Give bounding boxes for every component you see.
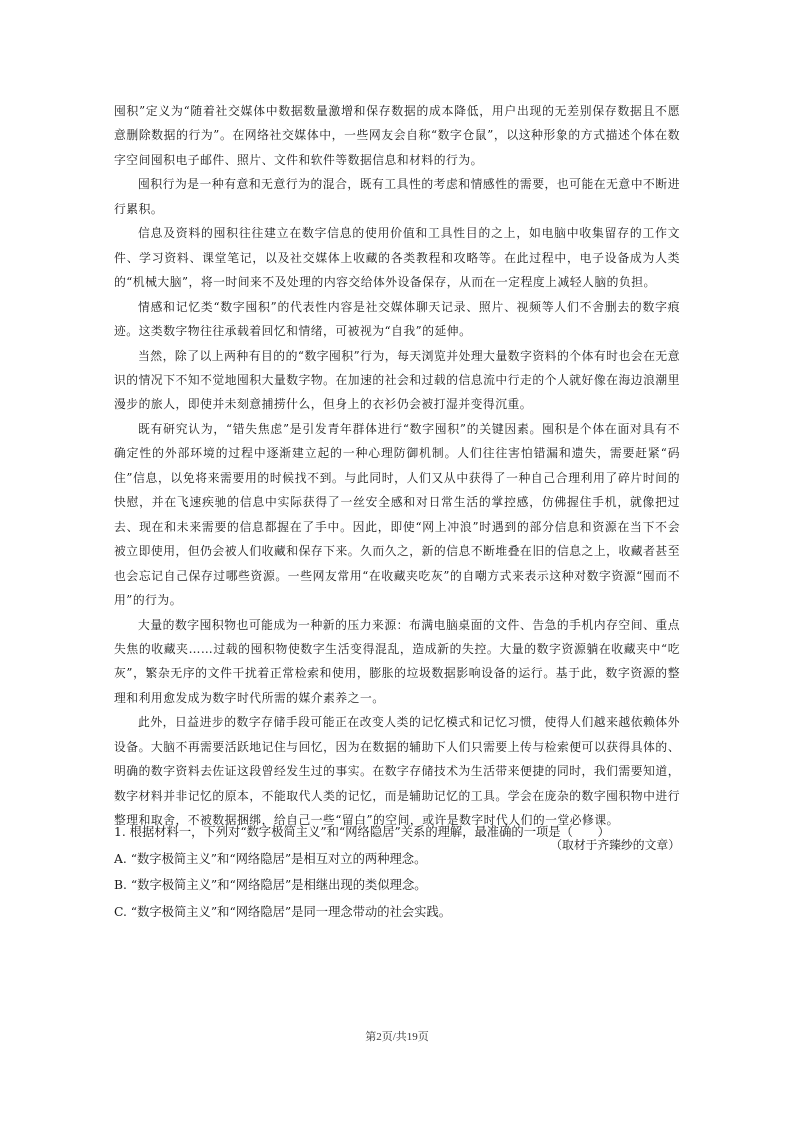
option-c: C. “数字极简主义”和“网络隐居”是同一理念带动的社会实践。 <box>114 904 452 919</box>
article-paragraph: 信息及资料的囤积往往建立在数字信息的使用价值和工具性目的之上，如电脑中收集留存的工作文件、学习资料、课堂笔记，以及社交媒体上收藏的各类教程和攻略等。在此过程中，电子设备成为人类的“机械大脑”，将一时间来不及处理的内容交给体外设备保存，从而在一定程度上减轻人脑的负担。 <box>114 226 680 290</box>
article-paragraph: 情感和记忆类“数字囤积”的代表性内容是社交媒体聊天记录、照片、视频等人们不舍删去的数字痕迹。这类数字物往往承载着回忆和情绪，可被视为“自我”的延伸。 <box>114 299 680 339</box>
option-b: B. “数字极简主义”和“网络隐居”是相继出现的类似理念。 <box>114 878 427 892</box>
article-paragraph: 囤积行为是一种有意和无意行为的混合，既有工具性的考虑和情感性的需要，也可能在无意中不断进行累积。 <box>114 177 680 216</box>
question-block <box>114 819 680 925</box>
article-source: （取材于齐臻纱的文章） <box>550 837 680 852</box>
article-paragraph: 囤积”定义为“随着社交媒体中数据数量激增和保存数据的成本降低，用户出现的无差别保存数据且不愿意删除数据的行为”。在网络社交媒体中，一些网友会自称“数字仓鼠”，以这种形象的方式描述个体在数字空间囤积电子邮件、照片、文件和软件等数据信息和材料的行为。 <box>114 104 680 167</box>
page-number: 第2页/共19页 <box>365 1031 429 1043</box>
option-a: A. “数字极简主义”和“网络隐居”是相互对立的两种理念。 <box>114 851 427 866</box>
article-paragraph: 当然，除了以上两种有目的的“数字囤积”行为，每天浏览并处理大量数字资料的个体有时也会在无意识的情况下不知不觉地囤积大量数字物。在加速的社会和过载的信息流中行走的个人就好像在海边浪潮里漫步的旅人，即使并未刻意捕捞什么，但身上的衣衫仍会被打湿并变得沉重。 <box>114 348 680 412</box>
question-stem: 1. 根据材料一，下列对“数字极简主义”和“网络隐居”关系的理解，最准确的一项是（ ） <box>114 825 610 839</box>
article-paragraph: 大量的数字囤积物也可能成为一种新的压力来源：布满电脑桌面的文件、告急的手机内存空间、重点失焦的收藏夹……过载的囤积物使数字生活变得混乱，造成新的失控。大量的数字资源躺在收藏夹中“吃灰”，繁杂无序的文件干扰着正常检索和使用，膨胀的垃圾数据影响设备的运行。基于此，数字资源的整理和利用愈发成为数字时代所需的媒介素养之一。 <box>114 617 680 705</box>
article-paragraph: 此外，日益进步的数字存储手段可能正在改变人类的记忆模式和记忆习惯，使得人们越来越依赖体外设备。大脑不再需要活跃地记住与回忆，因为在数据的辅助下人们只需要上传与检索便可以获得具体的、明确的数字资料去佐证这段曾经发生过的事实。在数字存储技术为生活带来便捷的同时，我们需要知道，数字材料并非记忆的原本，不能取代人类的记忆，而是辅助记忆的工具。学会在庞杂的数字囤积物中进行整理和取舍，不被数据捆绑，给自己一些“留白”的空间，或许是数字时代人们的一堂必修课。 <box>114 715 680 828</box>
article-paragraph: 既有研究认为，“错失焦虑”是引发青年群体进行“数字囤积”的关键因素。囤积是个体在面对具有不确定性的外部环境的过程中逐渐建立起的一种心理防御机制。人们往往害怕错漏和遗失，需要赶紧“码住”信息，以免将来需要用的时候找不到。与此同时，人们又从中获得了一种自己合理利用了碎片时间的快慰，并在飞速疾驰的信息中实际获得了一丝安全感和对日常生活的掌控感，仿佛握住手机，就像把过去、现在和未来需要的信息都握在了手中。因此，即使“网上冲浪”时遇到的部分信息和资源在当下不会被立即使用，但仍会被人们收藏和保存下来。久而久之，新的信息不断堆叠在旧的信息之上，收藏者甚至也会忘记自己保存过哪些资源。一些网友常用“在收藏夹吃灰”的自嘲方式来表示这种对数字资源“囤而不用”的行为。 <box>114 421 680 608</box>
article-body <box>114 99 680 857</box>
